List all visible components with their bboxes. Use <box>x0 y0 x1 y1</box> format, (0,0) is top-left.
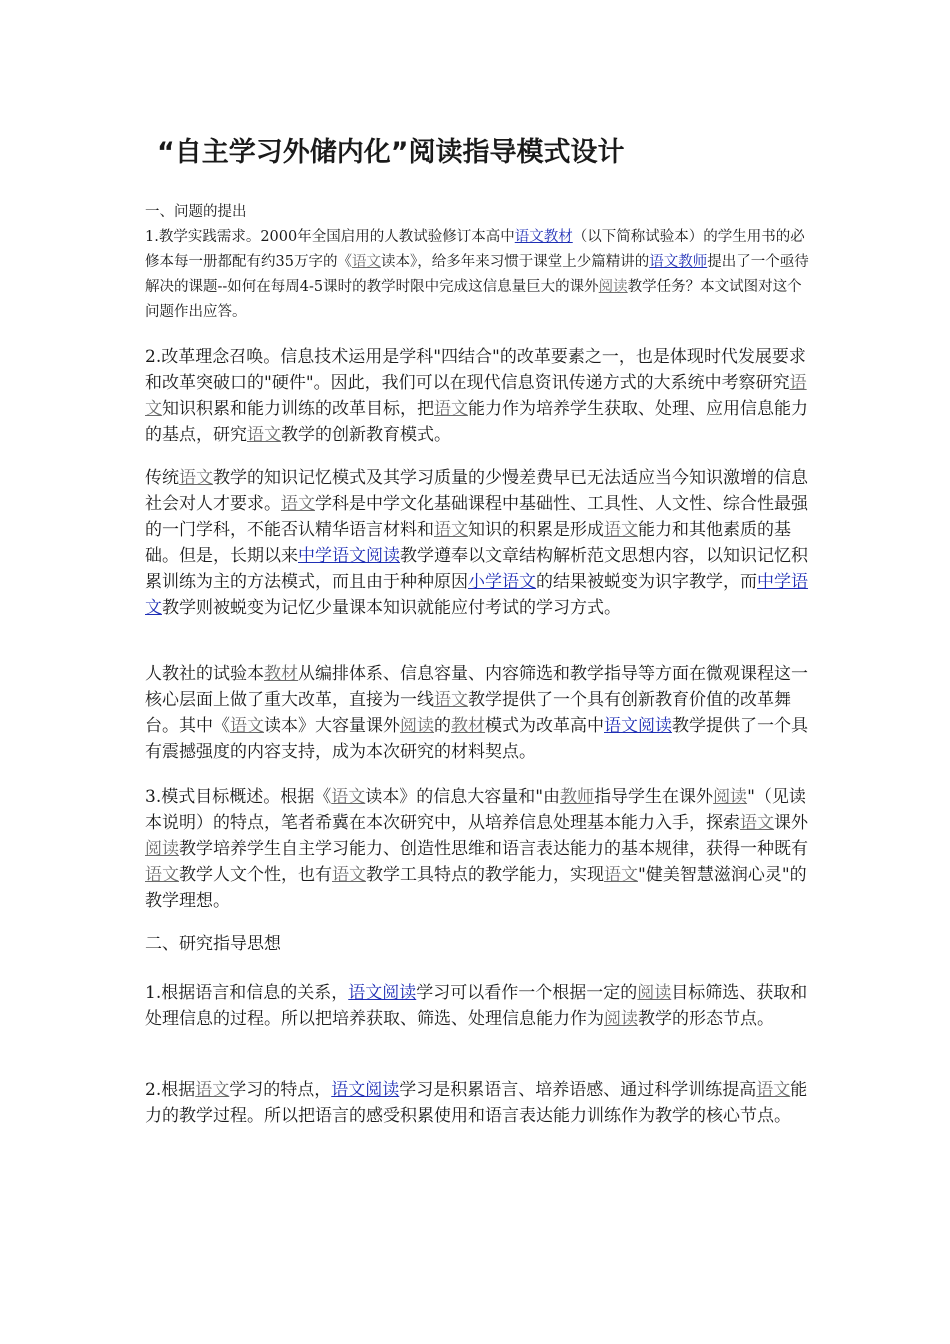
text-run: 目标筛选、获取和处理信息的过程。所以把培养获取、筛选、处理信息能力作为 <box>145 983 808 1029</box>
text-run: 教学工具特点的教学能力，实现 <box>366 865 604 885</box>
keyword-link[interactable]: 语文 <box>195 1080 230 1100</box>
text-run: 知识的积累是形成 <box>468 520 604 540</box>
paragraph-p2 <box>145 344 810 448</box>
keyword-link[interactable]: 语文 <box>434 520 468 540</box>
text-run: 人教社的试验本 <box>145 664 264 684</box>
keyword-link[interactable]: 语文 <box>145 373 807 419</box>
text-run: 教学则被蜕变为记忆少量课本知识就能应付考试的学习方式。 <box>162 598 621 618</box>
text-run: 的 <box>434 716 451 736</box>
text-run: 读本》的信息大容量和"由 <box>365 787 561 807</box>
text-run: 教学的知识记忆模式及其学习质量的少慢差费早已无法适应当今知识激增的信息社会对人才要求。 <box>145 468 808 514</box>
keyword-link[interactable]: 语文 <box>331 787 366 807</box>
paragraph-p4 <box>145 661 810 765</box>
text-run: 一、问题的提出 <box>145 204 247 220</box>
paragraph-p7 <box>145 980 810 1032</box>
text-run: 教学人文个性，也有 <box>179 865 332 885</box>
text-run: 学习的特点， <box>229 1080 332 1100</box>
text-run: 的结果被蜕变为识字教学，而 <box>536 572 757 592</box>
text-run: 教学提供了一个具有创新教育价值的改革舞台。其中《 <box>145 690 791 736</box>
keyword-link[interactable]: 语文 <box>604 865 638 885</box>
text-run: 从编排体系、信息容量、内容筛选和教学指导等方面在微观课程这一核心层面上做了重大改革，直接为一线 <box>145 664 808 710</box>
text-run: 教学培养学生自主学习能力、创造性思维和语言表达能力的基本规律，获得一种既有 <box>179 839 808 859</box>
keyword-link[interactable]: 语文 <box>434 690 468 710</box>
keyword-link[interactable]: 教材 <box>451 716 485 736</box>
text-run: 二、研究指导思想 <box>145 934 281 954</box>
keyword-link[interactable]: 语文 <box>145 865 179 885</box>
text-run: 能力和其他素质的基础。但是，长期以来 <box>145 520 791 566</box>
keyword-link[interactable]: 语文 <box>434 399 468 419</box>
keyword-link[interactable]: 阅读 <box>637 983 672 1003</box>
text-run: 1.根据语言和信息的关系， <box>145 983 349 1003</box>
keyword-link[interactable]: 阅读 <box>145 839 179 859</box>
text-run: 学习可以看作一个根据一定的 <box>416 983 638 1003</box>
keyword-link[interactable]: 语文阅读 <box>348 983 417 1003</box>
text-run: 读本》，给多年来习惯于课堂上少篇精讲的 <box>380 254 650 270</box>
text-run: 教学遵奉以文章结构解析范文思想内容，以知识记忆积累训练为主的方法模式，而且由于种种原因 <box>145 546 808 592</box>
text-run: 2.改革理念召唤。信息技术运用是学科"四结合"的改革要素之一，也是体现时代发展要求和改革突破口的"硬件"。因此，我们可以在现代信息资讯传递方式的大系统中考察研究 <box>145 347 806 393</box>
text-run: 1.教学实践需求。2000年全国启用的人教试验修订本高中 <box>145 229 515 245</box>
keyword-link[interactable]: 语文阅读 <box>331 1080 400 1100</box>
keyword-link[interactable]: 语文教师 <box>649 254 708 270</box>
text-run: 提出了一个亟待解决的课题--如何在每周4-5课时的教学时限中完成这信息量巨大的课外 <box>145 254 809 295</box>
text-run: 课外 <box>774 813 808 833</box>
keyword-link[interactable]: 阅读 <box>400 716 434 736</box>
text-run: 3.模式目标概述。根据《 <box>145 787 332 807</box>
text-run: 教学的形态节点。 <box>638 1009 774 1029</box>
text-run: 学习是积累语言、培养语感、通过科学训练提高 <box>399 1080 757 1100</box>
paragraph-p3 <box>145 465 810 621</box>
keyword-link[interactable]: 语文 <box>756 1080 791 1100</box>
keyword-link[interactable]: 阅读 <box>713 787 748 807</box>
keyword-link[interactable]: 教师 <box>560 787 595 807</box>
keyword-link[interactable]: 阅读 <box>604 1009 638 1029</box>
keyword-link[interactable]: 中学语文阅读 <box>298 546 400 566</box>
keyword-link[interactable]: 语文 <box>179 468 213 488</box>
keyword-link[interactable]: 中学语文 <box>145 572 808 618</box>
keyword-link[interactable]: 阅读 <box>598 279 628 295</box>
text-run: 学科是中学文化基础课程中基础性、工具性、人文性、综合性最强的一门学科，不能否认精华语言材料和 <box>145 494 808 540</box>
keyword-link[interactable]: 语文 <box>740 813 774 833</box>
keyword-link[interactable]: 语文 <box>230 716 264 736</box>
text-run: 读本》大容量课外 <box>264 716 400 736</box>
text-run: 教学任务？本文试图对这个问题作出应答。 <box>145 279 802 320</box>
text-run: 指导学生在课外 <box>594 787 714 807</box>
keyword-link[interactable]: 小学语文 <box>468 572 536 592</box>
paragraph-p1 <box>145 200 810 325</box>
paragraph-p5 <box>145 784 810 914</box>
text-run: 能力的教学过程。所以把语言的感受积累使用和语言表达能力训练作为教学的核心节点。 <box>145 1080 808 1126</box>
text-run: 2.根据 <box>145 1080 196 1100</box>
text-run: "（见读本说明）的特点，笔者希冀在本次研究中，从培养信息处理基本能力入手，探索 <box>145 787 806 833</box>
paragraph-p6 <box>145 931 810 957</box>
text-run: 知识积累和能力训练的改革目标，把 <box>162 399 434 419</box>
keyword-link[interactable]: 语文教材 <box>514 229 573 245</box>
keyword-link[interactable]: 语文阅读 <box>604 716 672 736</box>
keyword-link[interactable]: 语文 <box>247 425 281 445</box>
text-run: 传统 <box>145 468 179 488</box>
keyword-link[interactable]: 教材 <box>264 664 298 684</box>
keyword-link[interactable]: 语文 <box>281 494 315 514</box>
text-run: 教学提供了一个具有震撼强度的内容支持，成为本次研究的材料契点。 <box>145 716 808 762</box>
text-run: 模式为改革高中 <box>485 716 604 736</box>
keyword-link[interactable]: 语文 <box>351 254 381 270</box>
text-run: （以下简称试验本）的学生用书的必修本每一册都配有约35万字的《 <box>145 229 805 270</box>
text-run: "健美智慧滋润心灵"的教学理想。 <box>145 865 807 911</box>
text-run: 教学的创新教育模式。 <box>281 425 451 445</box>
keyword-link[interactable]: 语文 <box>604 520 638 540</box>
paragraph-p8 <box>145 1077 810 1129</box>
document-title: “自主学习外储内化”阅读指导模式设计 <box>157 137 625 168</box>
keyword-link[interactable]: 语文 <box>332 865 366 885</box>
text-run: 能力作为培养学生获取、处理、应用信息能力的基点，研究 <box>145 399 808 445</box>
